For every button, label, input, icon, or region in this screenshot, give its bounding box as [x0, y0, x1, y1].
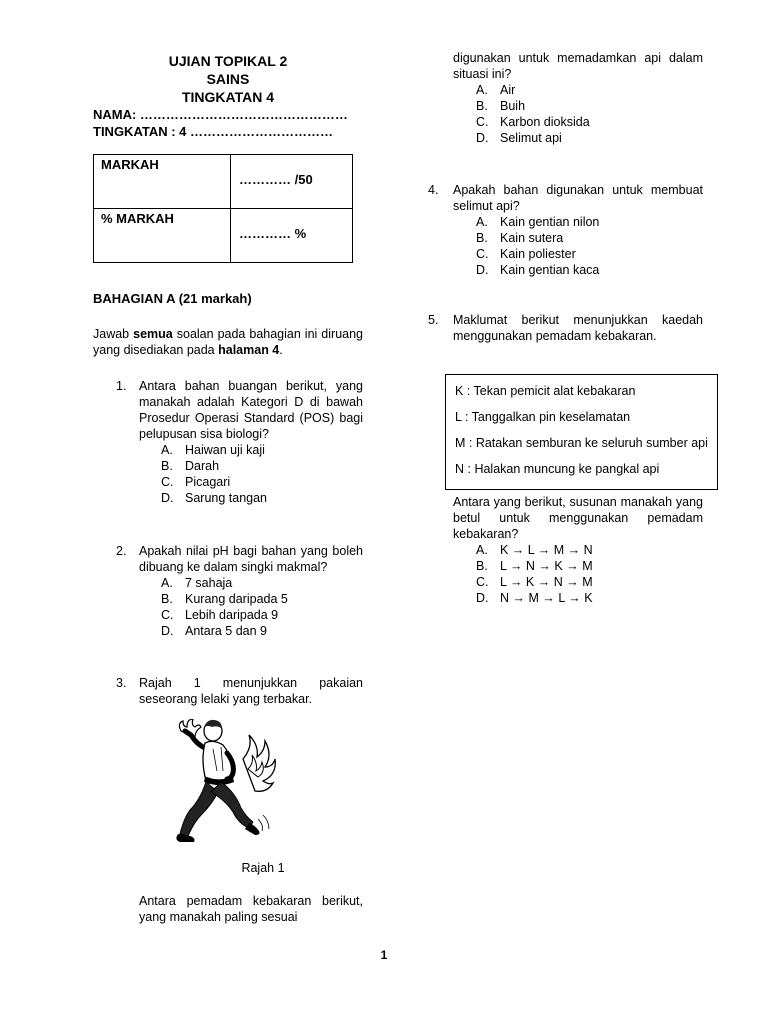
question-text: Apakah bahan digunakan untuk membuat selimut api? — [453, 183, 703, 213]
info-box-line-l: L : Tanggalkan pin keselamatan — [455, 410, 631, 424]
option-a[interactable]: A. Haiwan uji kaji — [161, 443, 265, 457]
option-b[interactable]: B. Kurang daripada 5 — [161, 592, 288, 606]
option-c[interactable]: C. Picagari — [161, 475, 231, 489]
question-number: 2. — [116, 544, 127, 558]
option-d[interactable]: D. Sarung tangan — [161, 491, 268, 505]
markah-table — [93, 154, 353, 263]
section-title: BAHAGIAN A (21 markah) — [93, 291, 252, 306]
question-text: Antara pemadam kebakaran berikut, yang manakah paling sesuai — [139, 894, 363, 924]
question-number: 1. — [116, 379, 127, 393]
question-text: Apakah nilai pH bagi bahan yang boleh dibuang ke dalam singki makmal? — [139, 544, 363, 574]
question-1 — [93, 378, 363, 506]
option-b[interactable]: B. Darah — [161, 459, 220, 473]
percent-value[interactable]: ………… % — [231, 209, 353, 263]
figure-burning-man — [93, 719, 363, 859]
right-column — [428, 50, 708, 606]
option-a[interactable]: A. Air — [476, 83, 516, 97]
question-number: 4. — [428, 183, 439, 197]
option-a[interactable]: A. K → L → M → N — [476, 543, 593, 557]
option-c[interactable]: C. L → K → N → M — [476, 575, 593, 589]
question-text: Antara yang berikut, susunan manakah yang betul untuk menggunakan pemadam kebakaran? — [453, 495, 703, 541]
option-a[interactable]: A. 7 sahaja — [161, 576, 233, 590]
question-text: Antara bahan buangan berikut, yang manakah adalah Kategori D di bawah Prosedur Operasi Standard (POS) bagi pelupusan sisa biologi? — [139, 379, 363, 441]
option-c[interactable]: C. Karbon dioksida — [476, 115, 590, 129]
option-b[interactable]: B. L → N → K → M — [476, 559, 593, 573]
options-list — [453, 82, 703, 146]
option-d[interactable]: D. Antara 5 dan 9 — [161, 624, 268, 638]
question-4 — [428, 182, 703, 278]
question-number: 5. — [428, 313, 439, 327]
question-5 — [428, 312, 703, 344]
option-d[interactable]: D. Selimut api — [476, 131, 562, 145]
option-c[interactable]: C. Lebih daripada 9 — [161, 608, 279, 622]
left-column — [93, 52, 363, 925]
section-instructions: Jawab semua soalan pada bahagian ini diruang yang disediakan pada halaman 4. — [93, 327, 364, 357]
burning-man-illustration — [173, 719, 283, 854]
options-list — [453, 214, 703, 278]
question-2 — [93, 543, 363, 639]
info-box — [445, 374, 718, 490]
option-d[interactable]: D. N → M → L → K — [476, 591, 593, 605]
question-3 — [93, 675, 363, 707]
percent-label: % MARKAH — [94, 209, 231, 263]
exam-form: TINGKATAN 4 — [181, 89, 275, 105]
options-list — [453, 542, 703, 606]
option-d[interactable]: D. Kain gentian kaca — [476, 263, 600, 277]
question-5-continued — [428, 494, 703, 606]
exam-subject: SAINS — [206, 71, 250, 87]
option-b[interactable]: B. Kain sutera — [476, 231, 564, 245]
question-text: digunakan untuk memadamkan api dalam situasi ini? — [453, 51, 703, 81]
question-text: Rajah 1 menunjukkan pakaian seseorang lelaki yang terbakar. — [139, 676, 363, 706]
page-number: 1 — [380, 948, 388, 962]
info-box-line-m: M : Ratakan semburan ke seluruh sumber api — [455, 436, 708, 450]
class-field[interactable]: TINGKATAN : 4 …………………………… — [93, 124, 334, 139]
option-a[interactable]: A. Kain gentian nilon — [476, 215, 600, 229]
question-number: 3. — [116, 676, 127, 690]
figure-caption: Rajah 1 — [241, 861, 285, 875]
options-list — [139, 442, 363, 506]
option-c[interactable]: C. Kain poliester — [476, 247, 576, 261]
question-3-continued — [93, 893, 363, 925]
option-b[interactable]: B. Buih — [476, 99, 526, 113]
exam-title: UJIAN TOPIKAL 2 — [168, 53, 288, 69]
markah-value[interactable]: ………… /50 — [231, 155, 353, 209]
info-box-line-k: K : Tekan pemicit alat kebakaran — [455, 384, 636, 398]
question-text: Maklumat berikut menunjukkan kaedah menggunakan pemadam kebakaran. — [453, 313, 703, 343]
question-3-continued-right — [428, 50, 703, 146]
options-list — [139, 575, 363, 639]
name-field[interactable]: NAMA: ………………………………………… — [93, 107, 348, 122]
info-box-line-n: N : Halakan muncung ke pangkal api — [455, 462, 660, 476]
markah-label: MARKAH — [94, 155, 231, 209]
